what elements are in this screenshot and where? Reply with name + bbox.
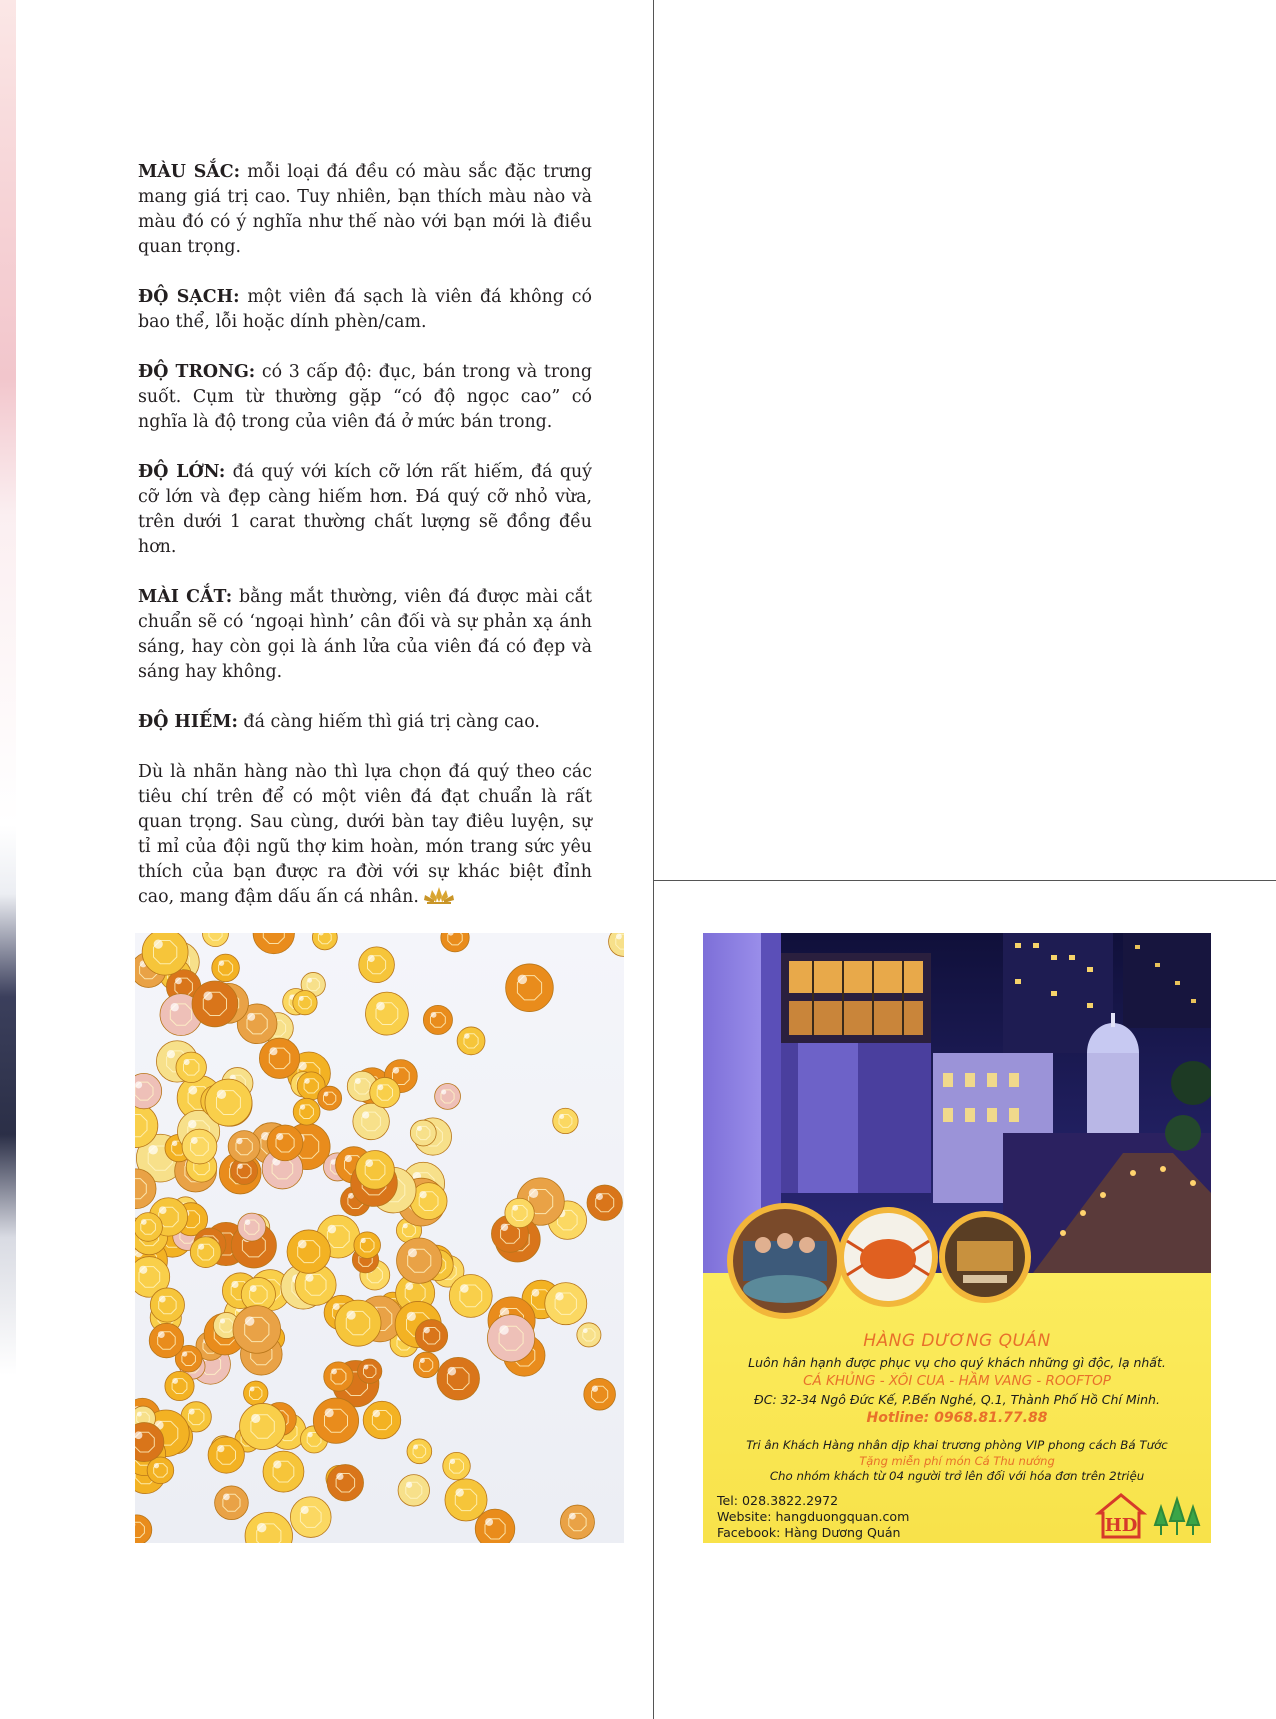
term-cut: MÀI CẮT: xyxy=(138,587,233,607)
gemstone xyxy=(244,1381,268,1405)
gemstone xyxy=(135,1073,162,1108)
gemstone xyxy=(457,1027,485,1055)
ad-facebook: Facebook: Hàng Dương Quán xyxy=(717,1525,901,1540)
paragraph-rarity xyxy=(138,710,592,735)
gemstone xyxy=(577,1323,601,1347)
text-rarity: đá càng hiếm thì giá trị càng cao. xyxy=(237,712,540,732)
gemstone xyxy=(238,1213,266,1241)
paragraph-size xyxy=(138,460,592,560)
text-transparency: có 3 cấp độ: đục, bán trong và trong suốt. Cụm từ thường gặp “có độ ngọc cao” có nghĩa là độ trong của viên đá ở mức bán trong. xyxy=(138,362,592,432)
gemstone xyxy=(192,981,238,1027)
gemstone xyxy=(165,1371,194,1400)
paragraph-color xyxy=(138,160,592,260)
gemstone xyxy=(318,1086,342,1110)
gemstone xyxy=(149,1323,183,1357)
term-rarity: ĐỘ HIẾM: xyxy=(138,712,238,732)
column-divider xyxy=(653,0,654,1719)
gemstone xyxy=(253,933,294,954)
gemstone-photo xyxy=(135,933,624,1543)
ad-hotline: Hotline: 0968.81.77.88 xyxy=(866,1410,1048,1426)
ad-tagline: Luôn hân hạnh được phục vụ cho quý khách những gì độc, lạ nhất. xyxy=(748,1355,1166,1370)
gemstone xyxy=(437,1357,480,1400)
gemstone xyxy=(335,1300,381,1346)
gemstone xyxy=(354,1232,381,1259)
gemstone xyxy=(142,933,188,975)
gemstone xyxy=(313,1398,358,1443)
gemstone xyxy=(182,1129,217,1164)
gemstone xyxy=(553,1108,578,1133)
facing-page-edge xyxy=(0,0,16,1719)
gemstone xyxy=(609,933,624,956)
term-clarity: ĐỘ SẠCH: xyxy=(138,287,240,307)
gemstone xyxy=(435,1084,461,1110)
ad-website: Website: hangduongquan.com xyxy=(717,1509,910,1524)
gemstone xyxy=(587,1185,622,1220)
ad-gift: Tặng miễn phí món Cá Thu nướng xyxy=(859,1454,1055,1468)
gemstone xyxy=(293,990,317,1014)
trees-icon xyxy=(1155,1499,1199,1535)
gemstone xyxy=(505,1198,534,1227)
paragraph-clarity xyxy=(138,285,592,335)
gemstone xyxy=(147,1457,174,1484)
term-color: MÀU SẮC: xyxy=(138,162,241,182)
text-size: đá quý với kích cỡ lớn rất hiếm, đá quý cỡ lớn và đẹp càng hiếm hơn. Đá quý cỡ nhỏ vừa, trên dưới 1 carat thường chất lượng sẽ đồng đều hơn. xyxy=(138,462,592,557)
gemstone xyxy=(228,1131,260,1163)
gemstone xyxy=(290,1497,331,1538)
lotus-end-mark-icon xyxy=(423,886,455,904)
text-cut: bằng mắt thường, viên đá được mài cắt chuẩn sẽ có ‘ngoại hình’ cân đối và sự phản xạ ánh sáng, hay còn gọi là ánh lửa của viên đá có đẹp và sáng hay không. xyxy=(138,587,592,682)
gemstone xyxy=(176,1052,206,1082)
closing-text: Dù là nhãn hàng nào thì lựa chọn đá quý theo các tiêu chí trên để có một viên đá đạt chuẩn là rất quan trọng. Sau cùng, dưới bàn tay điêu luyện, sự tỉ mỉ của đội ngũ thợ kim hoàn, món trang sức yêu thích của bạn được ra đời với sự khác biệt đỉnh cao, mang đậm dấu ấn cá nhân. xyxy=(138,762,592,907)
gemstone xyxy=(413,1352,439,1378)
restaurant-ad xyxy=(703,933,1211,1543)
gemstone xyxy=(449,1274,492,1317)
ad-restaurant-name: HÀNG DƯƠNG QUÁN xyxy=(863,1331,1051,1351)
gemstone xyxy=(487,1315,534,1362)
logo-letters: HD xyxy=(1104,1515,1138,1536)
term-transparency: ĐỘ TRONG: xyxy=(138,362,256,382)
gemstone xyxy=(293,1098,320,1125)
gemstone xyxy=(240,1403,286,1449)
ad-condition: Cho nhóm khách từ 04 người trở lên đối với hóa đơn trên 2triệu xyxy=(769,1469,1145,1483)
gemstone xyxy=(135,1213,162,1242)
gemstone xyxy=(135,1515,152,1543)
gemstone xyxy=(365,992,408,1035)
gemstone xyxy=(397,1238,442,1283)
gemstone xyxy=(560,1505,594,1539)
gemstone xyxy=(363,1401,401,1439)
gemstone xyxy=(370,1077,400,1107)
gemstone xyxy=(208,1437,244,1473)
gemstone xyxy=(259,1038,299,1078)
gemstone xyxy=(327,1465,363,1501)
gemstone xyxy=(324,1362,353,1391)
gemstone xyxy=(356,1151,395,1190)
text-clarity: một viên đá sạch là viên đá không có bao thể, lỗi hoặc dính phèn/cam. xyxy=(138,287,592,332)
gemstone xyxy=(359,947,395,983)
ad-telephone: Tel: 028.3822.2972 xyxy=(717,1493,839,1508)
gemstone xyxy=(215,1486,249,1520)
gemstone xyxy=(407,1439,432,1464)
paragraph-cut xyxy=(138,585,592,685)
gemstone xyxy=(287,1230,330,1273)
gemstone xyxy=(312,933,337,950)
gemstone xyxy=(415,1320,447,1352)
ad-logo xyxy=(1095,1491,1203,1539)
gemstone xyxy=(423,1005,452,1034)
paragraph-transparency xyxy=(138,360,592,435)
section-divider xyxy=(653,880,1276,881)
gemstone xyxy=(233,1306,281,1354)
gemstone-photo-art xyxy=(135,933,624,1543)
paragraph-closing xyxy=(138,760,592,910)
ad-dishes: CÁ KHỦNG - XÔI CUA - HẦM VANG - ROOFTOP xyxy=(803,1373,1111,1389)
gemstone xyxy=(202,933,228,947)
article-text xyxy=(138,160,592,935)
gemstone xyxy=(584,1378,616,1410)
gemstone xyxy=(398,1475,429,1506)
gemstone xyxy=(212,954,240,982)
gemstone xyxy=(353,1103,390,1140)
gemstone xyxy=(410,1120,436,1146)
gemstone xyxy=(263,1451,304,1492)
gemstone xyxy=(545,1283,587,1325)
ad-address: ĐC: 32-34 Ngô Đức Kế, P.Bến Nghé, Q.1, Thành Phố Hồ Chí Minh. xyxy=(754,1392,1160,1407)
gemstone xyxy=(150,1288,184,1322)
gemstone xyxy=(267,1125,303,1161)
text-color: mỗi loại đá đều có màu sắc đặc trưng mang giá trị cao. Tuy nhiên, bạn thích màu nào và màu đó có ý nghĩa như thế nào với bạn mới là điều quan trọng. xyxy=(138,162,592,257)
gemstone xyxy=(245,1512,293,1543)
ad-dish-photos xyxy=(723,1201,1043,1321)
gemstone xyxy=(205,1079,252,1126)
term-size: ĐỘ LỚN: xyxy=(138,462,226,482)
gemstone xyxy=(506,964,554,1012)
gemstone xyxy=(441,933,469,952)
ad-promotion: Tri ân Khách Hàng nhân dịp khai trương phòng VIP phong cách Bá Tước xyxy=(746,1438,1168,1452)
gemstone xyxy=(357,1359,381,1383)
gemstone xyxy=(443,1452,470,1479)
gemstone xyxy=(190,1237,221,1268)
